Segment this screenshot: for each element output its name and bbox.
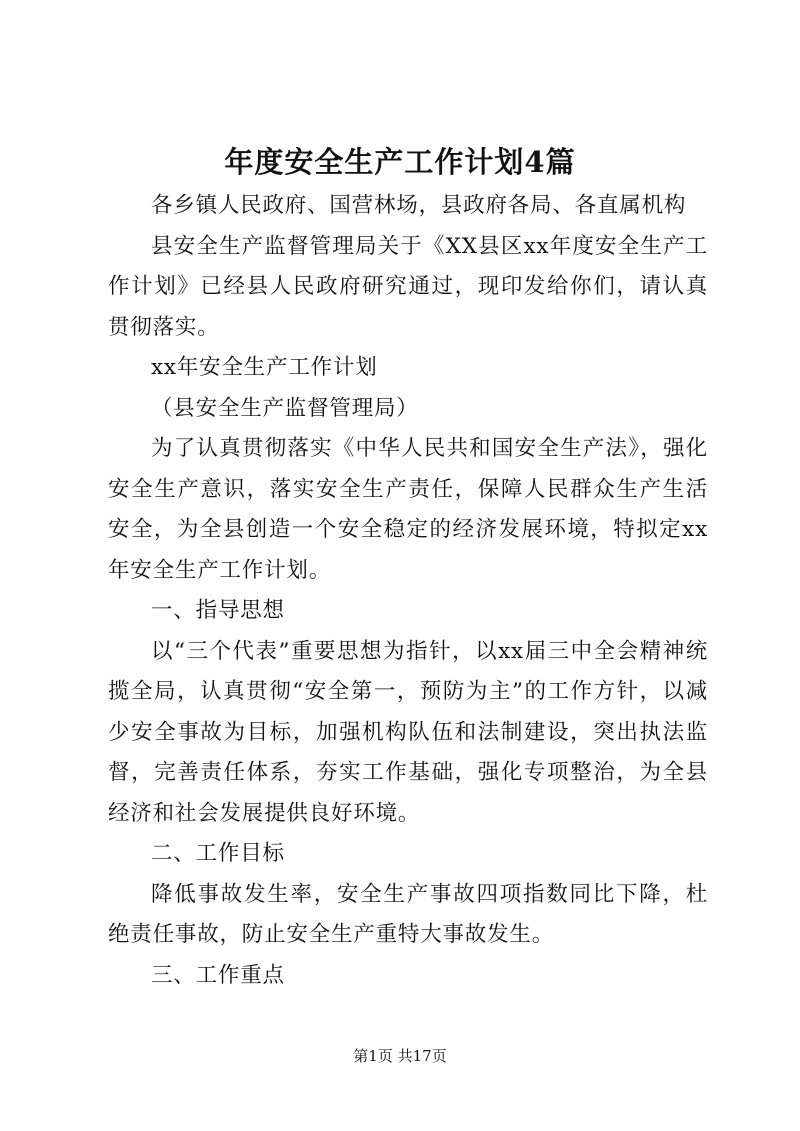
paragraph-purpose: 为了认真贯彻落实《中华人民共和国安全生产法》，强化安全生产意识，落实安全生产责任，保障人民群众生产生活安全，为全县创造一个安全稳定的经济发展环境，特拟定xx年安全生产工作计划。 (108, 436, 708, 583)
page-footer: 第1页 共17页 (353, 1047, 447, 1065)
heading-guiding-ideology: 一、指导思想 (151, 598, 285, 623)
document-title: 年度安全生产工作计划4篇 (224, 145, 576, 179)
heading-work-goals: 二、工作目标 (151, 841, 285, 866)
paragraph-guiding-ideology: 以“三个代表”重要思想为指针，以xx届三中全会精神统揽全局，认真贯彻“安全第一，预防为主”的工作方针，以减少安全事故为目标，加强机构队伍和法制建设，突出执法监督，完善责任体系，夯实工作基础，强化专项整治，为全县经济和社会发展提供良好环境。 (108, 638, 708, 826)
paragraph-work-goals: 降低事故发生率，安全生产事故四项指数同比下降，杜绝责任事故，防止安全生产重特大事故发生。 (108, 881, 708, 947)
heading-work-focus: 三、工作重点 (151, 962, 285, 988)
paragraph-issuer: （县安全生产监督管理局） (151, 395, 419, 421)
document-body (108, 186, 708, 996)
paragraph-recipients: 各乡镇人民政府、国营林场，县政府各局、各直属机构 (151, 193, 687, 218)
paragraph-notice: 县安全生产监督管理局关于《XX县区xx年度安全生产工作计划》已经县人民政府研究通过，现印发给你们，请认真贯彻落实。 (108, 233, 708, 340)
paragraph-plan-title: xx年安全生产工作计划 (151, 355, 378, 380)
